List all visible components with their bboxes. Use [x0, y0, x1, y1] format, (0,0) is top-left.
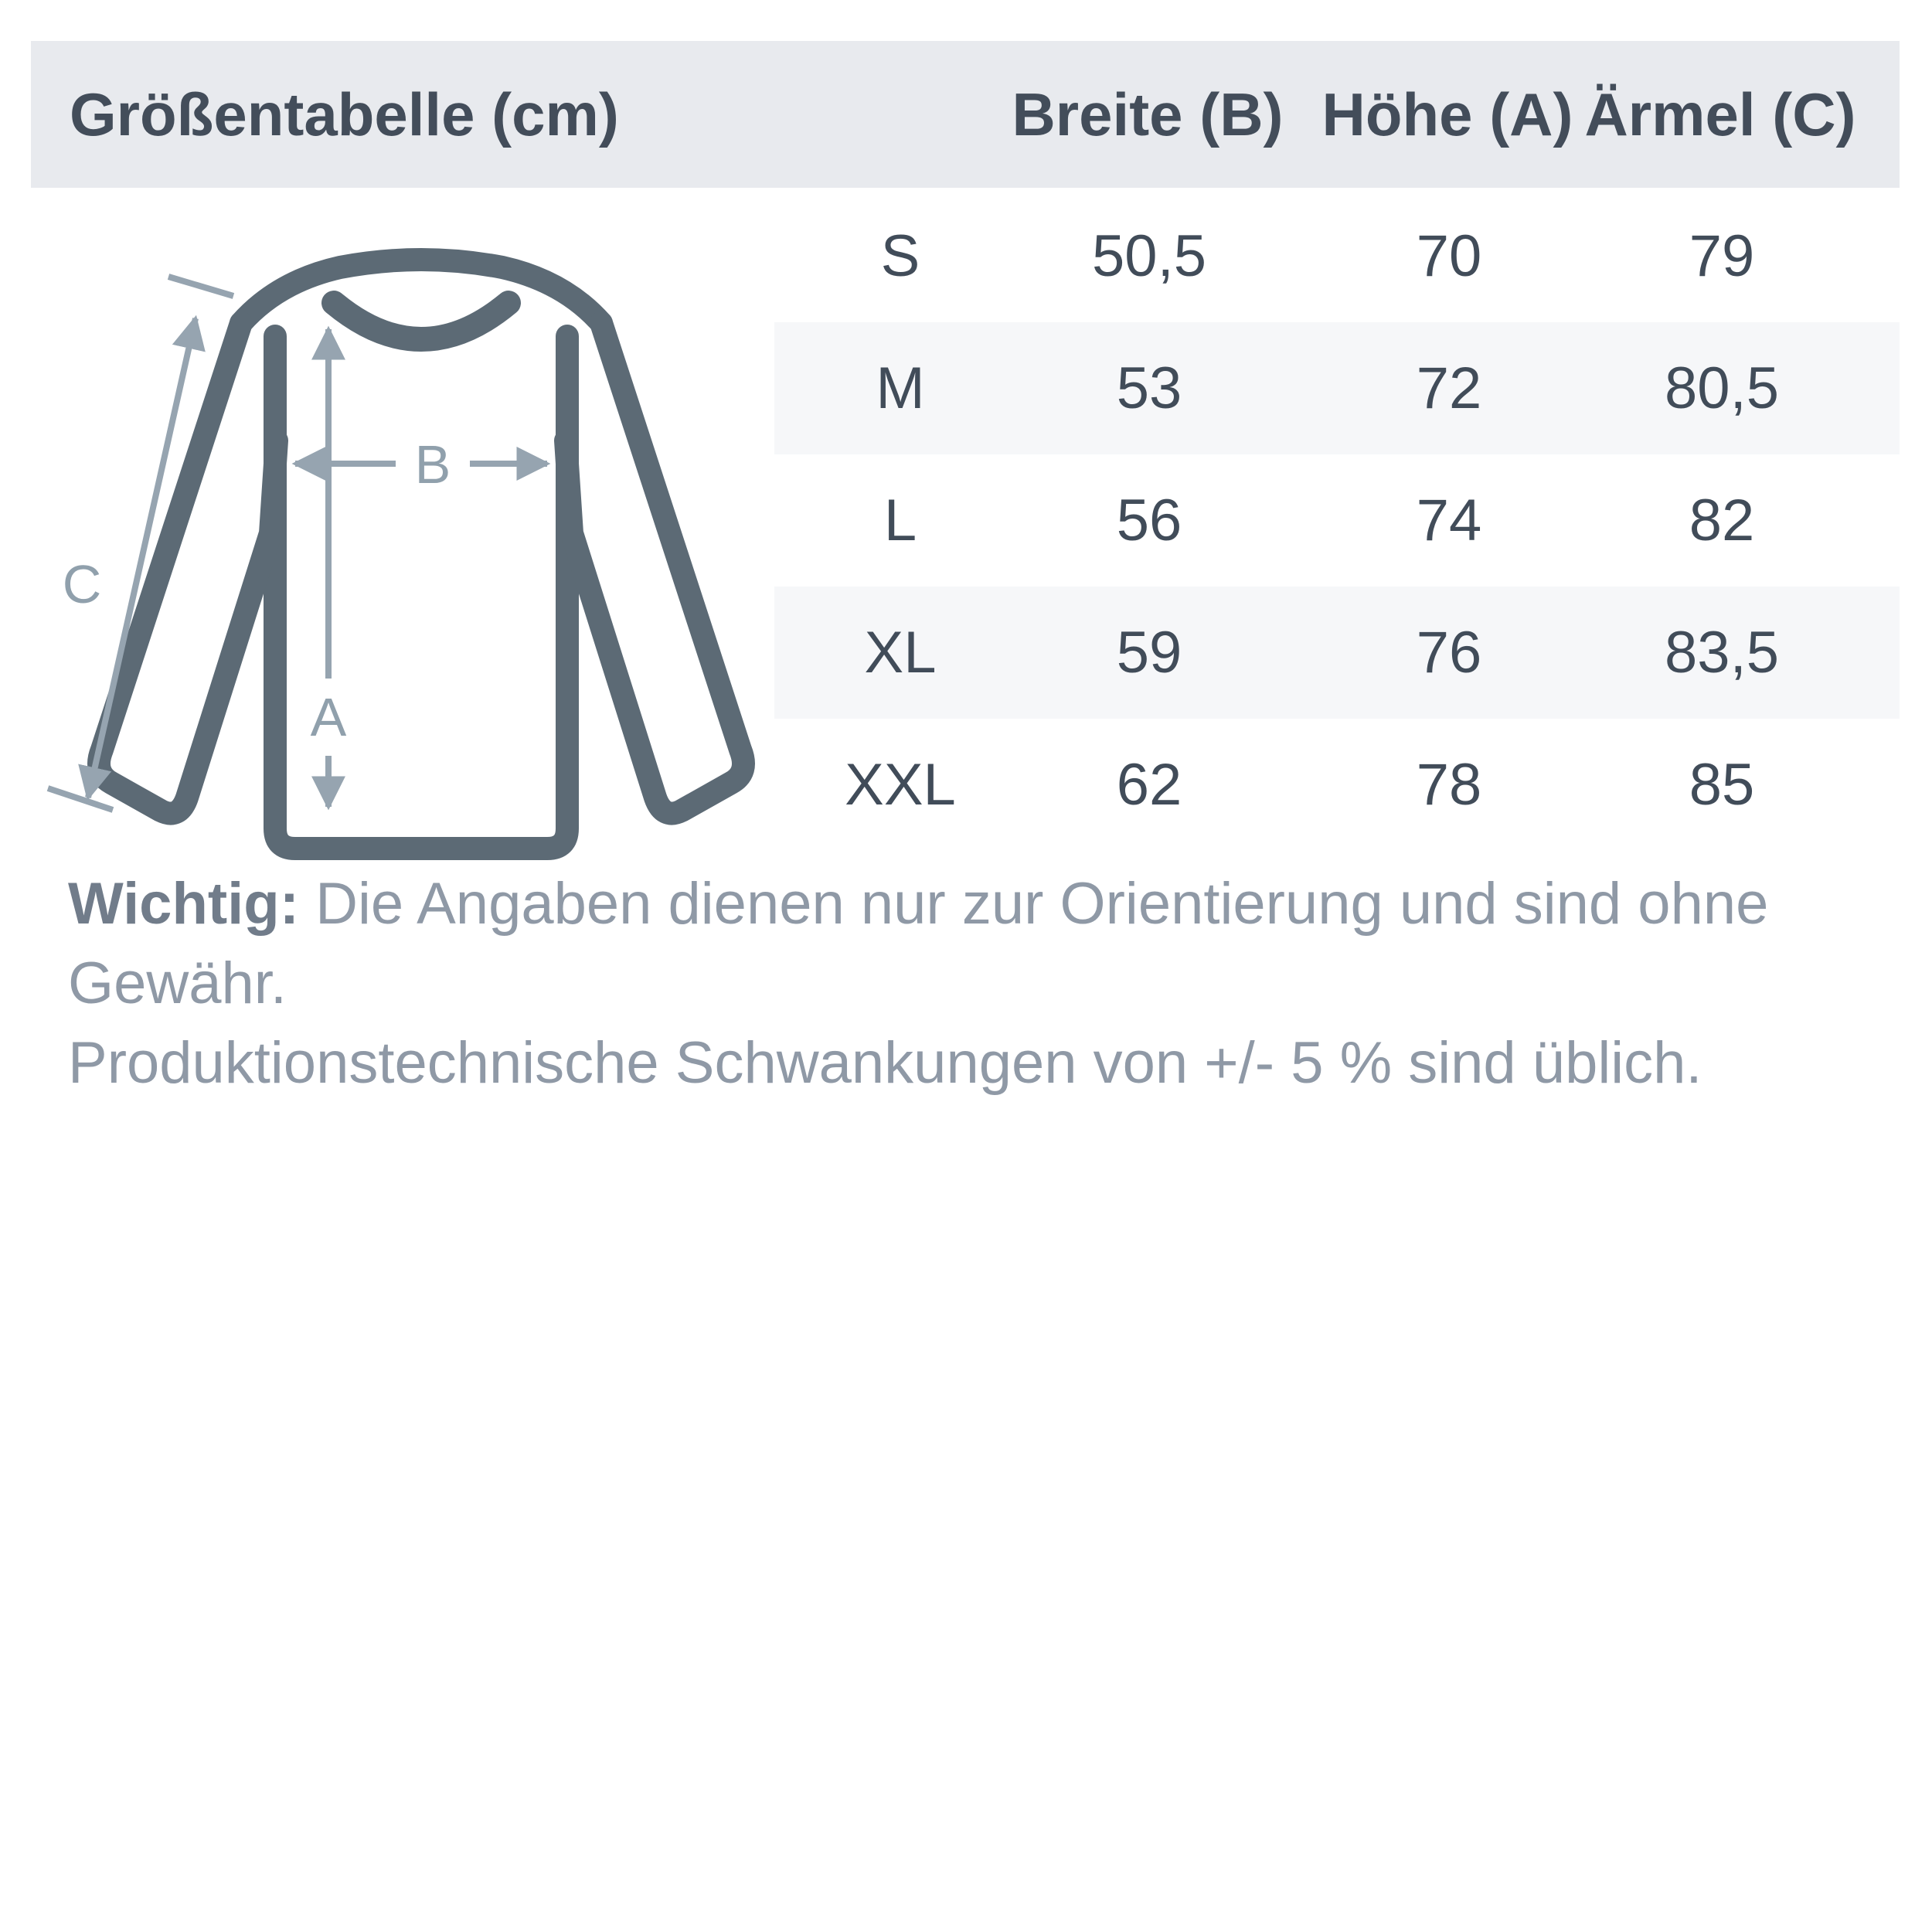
- page-title: Größentabelle (cm): [70, 80, 619, 148]
- label-c: C: [62, 554, 102, 614]
- size-label: S: [880, 223, 920, 289]
- shirt-collar: [334, 303, 509, 339]
- shirt-torso: [275, 336, 567, 849]
- shirt-outline: [99, 260, 743, 849]
- breite-value: 59: [1116, 620, 1182, 685]
- label-a: A: [310, 687, 347, 747]
- size-label: XL: [864, 620, 937, 685]
- size-label: M: [876, 355, 925, 421]
- arrow-c-bottom-tick: [48, 788, 113, 810]
- hoehe-value: 74: [1416, 488, 1482, 553]
- aermel-value: 82: [1689, 488, 1755, 553]
- shirt-left-sleeve: [99, 323, 277, 814]
- column-header-breite: Breite (B): [1012, 80, 1284, 148]
- disclaimer-line1: [68, 864, 1876, 1023]
- column-header-hoehe: Höhe (A): [1321, 80, 1573, 148]
- aermel-value: 85: [1689, 752, 1755, 818]
- arrow-c: [88, 318, 196, 798]
- table-header: [31, 41, 1900, 188]
- breite-value: 56: [1116, 488, 1182, 553]
- breite-value: 62: [1116, 752, 1182, 818]
- aermel-value: 83,5: [1665, 620, 1779, 685]
- breite-value: 53: [1116, 355, 1182, 421]
- disclaimer-bold-prefix: Wichtig:: [68, 871, 300, 937]
- measurement-arrows: [48, 277, 547, 810]
- column-header-aermel: Ärmel (C): [1584, 80, 1856, 148]
- disclaimer: [68, 864, 1876, 1103]
- hoehe-value: 70: [1416, 223, 1482, 289]
- breite-value: 50,5: [1092, 223, 1206, 289]
- size-label: L: [883, 488, 917, 553]
- hoehe-value: 72: [1416, 355, 1482, 421]
- disclaimer-line2: Produktionstechnische Schwankungen von +/- 5 % sind üblich.: [68, 1030, 1702, 1096]
- size-label: XXL: [845, 752, 956, 818]
- disclaimer-line1-text: Die Angaben dienen nur zur Orientierung und sind ohne Gewähr.: [68, 871, 1769, 1016]
- shirt-right-sleeve: [566, 323, 743, 814]
- arrow-c-top-tick: [168, 277, 233, 296]
- aermel-value: 79: [1689, 223, 1755, 289]
- hoehe-value: 78: [1416, 752, 1482, 818]
- shirt-measurement-diagram: [46, 255, 773, 866]
- shirt-shoulders: [241, 260, 601, 323]
- label-b: B: [414, 434, 451, 495]
- hoehe-value: 76: [1416, 620, 1482, 685]
- aermel-value: 80,5: [1665, 355, 1779, 421]
